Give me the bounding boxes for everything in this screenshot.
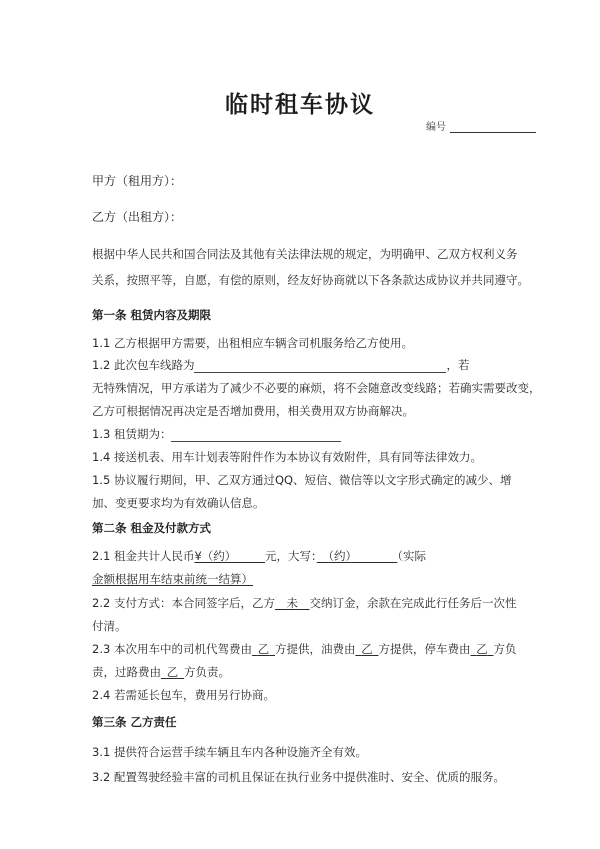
- section3-heading: 第三条 乙方责任: [92, 715, 177, 729]
- toll-fee-party: [161, 665, 184, 679]
- section1-heading: 第一条 租赁内容及期限: [92, 308, 212, 322]
- clause-1-1: 1.1 乙方根据甲方需要，出租相应车辆含司机服务给乙方使用。: [92, 336, 413, 350]
- fuel-fee-party-value: 乙: [361, 642, 373, 656]
- clause-2-3-start: 2.3 本次用车中的司机代驾费由: [92, 642, 252, 656]
- fuel-fee-party: [355, 642, 378, 656]
- parking-fee-party-value: 乙: [476, 642, 488, 656]
- parking-fee-party: [470, 642, 493, 656]
- clause-2-2-line-2: 付清。: [92, 619, 127, 633]
- document-number: [426, 118, 536, 133]
- clause-2-1-yuan: 元，大写：: [265, 549, 317, 563]
- clause-1-2-line-3: 乙方可根据情况再决定是否增加费用，相关费用双方协商解决。: [92, 404, 414, 418]
- section2-heading: 第二条 租金及付款方式: [92, 521, 212, 535]
- clause-1-4: 1.4 接送机表、用车计划表等附件作为本协议有效附件，具有同等法律效力。: [92, 450, 482, 464]
- clause-2-2-end: 交纳订金，余款在完成此行任务后一次性: [309, 596, 517, 610]
- deposit-status: [275, 596, 310, 610]
- clause-2-2-start: 2.2 支付方式：本合同签字后，乙方: [92, 596, 275, 610]
- clause-1-3: [92, 426, 341, 442]
- driver-fee-party: [252, 642, 275, 656]
- rmb-amount-blank: [194, 549, 265, 563]
- number-blank: [450, 122, 536, 133]
- clause-2-3-fuel: 方提供，油费由: [274, 642, 356, 656]
- capital-amount-blank: [317, 549, 398, 563]
- clause-3-1: 3.1 提供符合运营手续车辆且车内各种设施齐全有效。: [92, 745, 367, 759]
- number-label: 编号: [426, 122, 446, 133]
- clause-2-3-toll-end: 方负责。: [184, 665, 230, 679]
- document-title: 临时租车协议: [225, 91, 375, 118]
- clause-2-3-toll: 责，过路费由: [92, 665, 161, 679]
- clause-2-1-line-2: 金额根据用车结束前统一结算）: [92, 572, 253, 586]
- clause-3-2: 3.2 配置驾驶经验丰富的司机且保证在执行业务中提供准时、安全、优质的服务。: [92, 770, 505, 784]
- deposit-status-value: 未: [286, 596, 298, 610]
- clause-1-2-line-1: [92, 357, 469, 373]
- route-blank: [194, 360, 446, 373]
- clause-2-3-parking: 方提供，停车费由: [378, 642, 471, 656]
- clause-1-5-line-1: 1.5 协议履行期间，甲、乙双方通过QQ、短信、微信等以文字形式确定的减少、增: [92, 473, 512, 487]
- clause-2-1-actual: （实际: [397, 549, 427, 563]
- clause-2-3-line-2: [92, 664, 230, 680]
- clause-2-3-line-1: [92, 641, 516, 657]
- capital-amount-value: （约）: [328, 549, 352, 563]
- clause-1-2-line-2: 无特殊情况，甲方承诺为了减少不必要的麻烦，将不会随意改变线路；若确实需要改变，: [92, 381, 541, 395]
- lease-term-blank: [171, 429, 341, 442]
- intro-line-1: 根据中华人民共和国合同法及其他有关法律法规的规定，为明确甲、乙双方权利义务: [92, 247, 518, 261]
- clause-2-1-start: 2.1 租金共计人民币: [92, 549, 195, 563]
- rmb-amount-value: ¥（约）: [194, 549, 231, 563]
- clause-1-2-start: 1.2 此次包车线路为: [92, 358, 195, 372]
- toll-fee-party-value: 乙: [166, 665, 179, 679]
- intro-line-2: 关系，按照平等，自愿，有偿的原则，经友好协商就以下各条款达成协议并共同遵守。: [92, 273, 529, 287]
- clause-2-2-line-1: [92, 595, 516, 611]
- clause-1-3-text: 1.3 租赁期为：: [92, 427, 172, 441]
- clause-2-3-end: 方负: [493, 642, 517, 656]
- clause-1-5-line-2: 加、变更要求均为有效确认信息。: [92, 496, 265, 510]
- party-a-label: 甲方（租用方）：: [92, 174, 183, 188]
- clause-1-2-end: ，若: [446, 358, 470, 372]
- clause-2-1-line-1: [92, 548, 426, 564]
- driver-fee-party-value: 乙: [257, 642, 270, 656]
- clause-2-4: 2.4 若需延长包车，费用另行协商。: [92, 688, 275, 702]
- party-b-label: 乙方（出租方）：: [92, 210, 183, 224]
